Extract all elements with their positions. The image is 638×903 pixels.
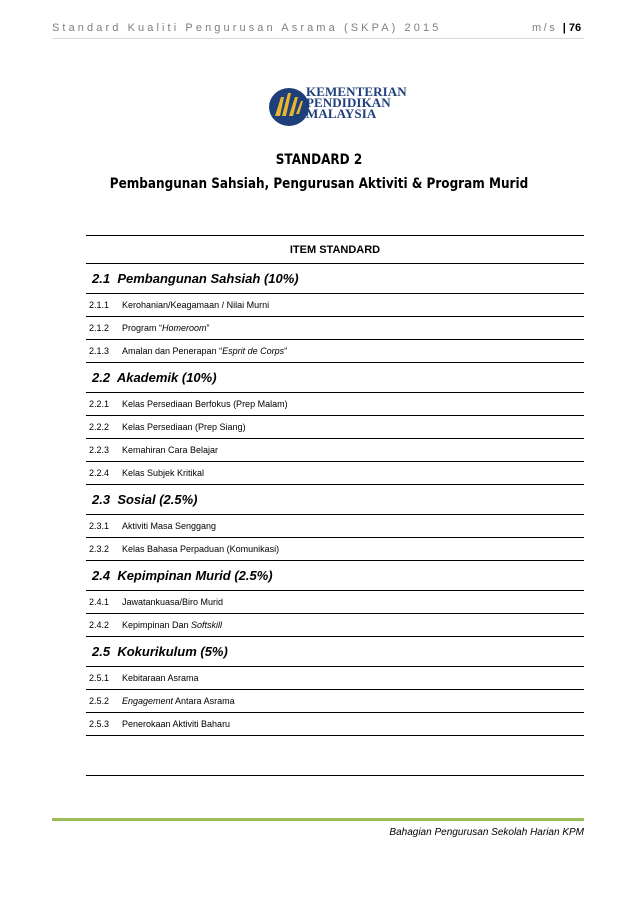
- item-code: 2.1.2: [89, 323, 110, 333]
- section-code: 2.1: [92, 271, 111, 286]
- table-row: [86, 438, 584, 461]
- table-row: [86, 339, 584, 362]
- table-row: [86, 392, 584, 415]
- logo-line-1: KEMENTERIAN: [306, 84, 407, 99]
- section-heading: [92, 271, 299, 286]
- item-code: 2.3.1: [89, 521, 110, 531]
- item-standard-table: [86, 235, 584, 776]
- item-label: Kelas Subjek Kritikal: [122, 468, 205, 478]
- header-page-number: [532, 22, 581, 34]
- table-row: [86, 613, 584, 636]
- item-label: Kepimpinan Dan Softskill: [122, 620, 223, 630]
- item-label: Program “Homeroom”: [122, 323, 210, 333]
- item-code: 2.5.3: [89, 719, 110, 729]
- item-label: Jawatankuasa/Biro Murid: [122, 597, 224, 607]
- section-code: 2.4: [92, 568, 111, 583]
- table-row: [86, 537, 584, 560]
- header-title: Standard Kualiti Pengurusan Asrama (SKPA) 2015: [52, 22, 442, 34]
- table-row: [86, 316, 584, 339]
- item-label: Aktiviti Masa Senggang: [122, 521, 217, 531]
- section-heading: [92, 370, 217, 385]
- table-row: [86, 461, 584, 484]
- section-row: [86, 263, 584, 293]
- item-label: Kerohanian/Keagamaan / Nilai Murni: [122, 300, 270, 310]
- section-row: [86, 560, 584, 590]
- section-code: 2.2: [92, 370, 111, 385]
- footer-divider: [52, 818, 584, 821]
- item-code: 2.1.3: [89, 346, 110, 356]
- page-number: | 76: [562, 22, 582, 34]
- section-row: [86, 636, 584, 666]
- section-code: 2.5: [92, 644, 111, 659]
- section-title: Akademik (10%): [116, 370, 217, 385]
- section-title: Sosial (2.5%): [117, 492, 198, 507]
- item-code: 2.4.1: [89, 597, 110, 607]
- table-row: [86, 712, 584, 735]
- table-bottom-rule: [86, 775, 584, 776]
- section-heading: [92, 492, 198, 507]
- logo-wordmark: [306, 86, 407, 119]
- item-label: Penerokaan Aktiviti Baharu: [122, 719, 231, 729]
- table-header: ITEM STANDARD: [289, 244, 381, 256]
- item-label: Kelas Persediaan (Prep Siang): [122, 422, 246, 432]
- item-code: 2.2.2: [89, 422, 110, 432]
- section-heading: [92, 644, 228, 659]
- standard-title: STANDARD 2: [275, 152, 363, 168]
- standard-subtitle: Pembangunan Sahsiah, Pengurusan Aktiviti & Program Murid: [109, 176, 529, 192]
- table-row: [86, 590, 584, 613]
- section-title: Pembangunan Sahsiah (10%): [117, 271, 299, 286]
- section-row: [86, 362, 584, 392]
- table-row: [86, 514, 584, 537]
- item-label: Engagement Antara Asrama: [122, 696, 235, 706]
- table-header-row: [86, 235, 584, 263]
- item-label: Amalan dan Penerapan “Esprit de Corps”: [122, 346, 288, 356]
- section-row: [86, 484, 584, 514]
- item-code: 2.4.2: [89, 620, 110, 630]
- item-code: 2.5.2: [89, 696, 110, 706]
- item-label: Kemahiran Cara Belajar: [122, 445, 219, 455]
- item-code: 2.2.3: [89, 445, 110, 455]
- table-row: [86, 666, 584, 689]
- item-label: Kebitaraan Asrama: [122, 673, 199, 683]
- table-row: [86, 415, 584, 438]
- section-title: Kepimpinan Murid (2.5%): [117, 568, 273, 583]
- table-row: [86, 293, 584, 316]
- item-label: Kelas Persediaan Berfokus (Prep Malam): [122, 399, 288, 409]
- page-prefix: m/s: [532, 22, 558, 34]
- section-heading: [92, 568, 273, 583]
- item-code: 2.5.1: [89, 673, 110, 683]
- logo-line-3: MALAYSIA: [306, 106, 377, 121]
- footer-text: Bahagian Pengurusan Sekolah Harian KPM: [389, 827, 584, 838]
- header-divider: [52, 38, 584, 39]
- logo-line-2: PENDIDIKAN: [306, 95, 391, 110]
- section-title: Kokurikulum (5%): [117, 644, 228, 659]
- section-code: 2.3: [92, 492, 111, 507]
- item-code: 2.2.4: [89, 468, 110, 478]
- item-label: Kelas Bahasa Perpaduan (Komunikasi): [122, 544, 280, 554]
- table-row: [86, 689, 584, 712]
- item-code: 2.2.1: [89, 399, 110, 409]
- item-code: 2.3.2: [89, 544, 110, 554]
- item-code: 2.1.1: [89, 300, 110, 310]
- table-blank-row: [86, 735, 584, 775]
